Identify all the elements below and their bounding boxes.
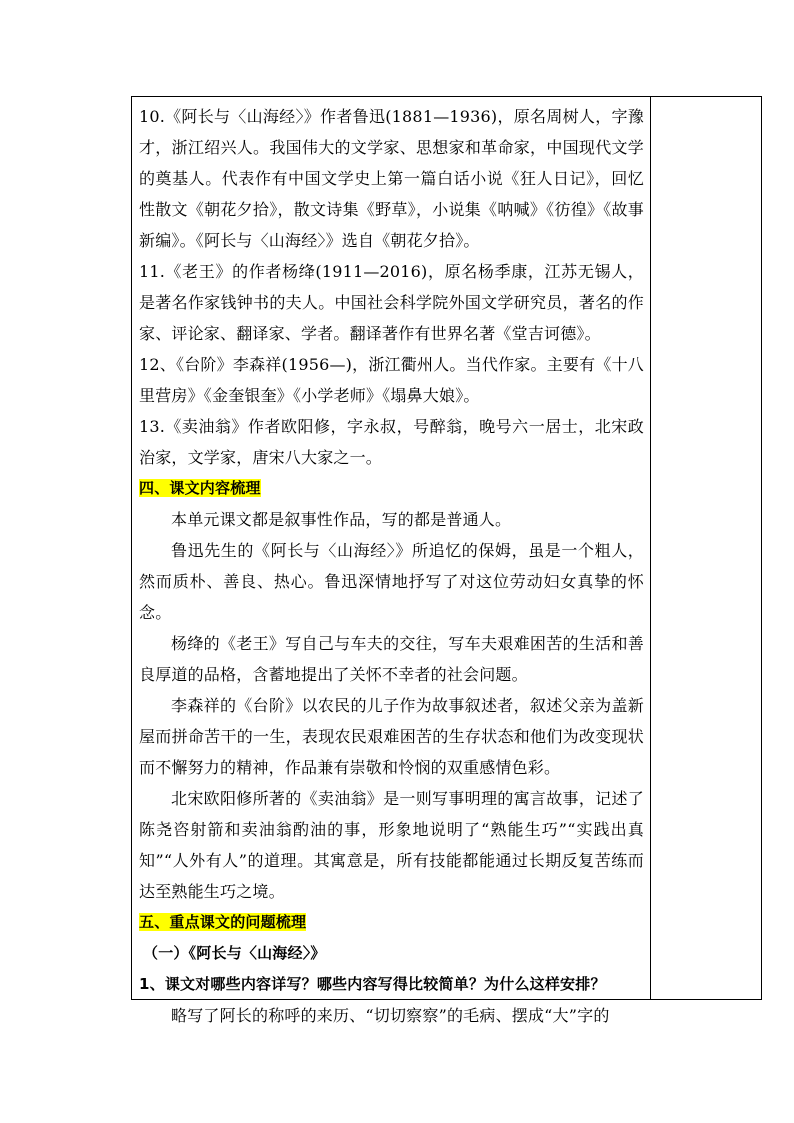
author-note-12: 12、《台阶》李森祥(1956—)，浙江衢州人。当代作家。主要有《十八里营房》《金奎银奎》《小学老师》《塌鼻大娘》。 xyxy=(139,355,644,405)
section-5-heading-text: 五、重点课文的问题梳理 xyxy=(139,913,307,931)
section-5-heading xyxy=(139,907,644,938)
author-note-13: 13.《卖油翁》作者欧阳修，字永叔，号醉翁，晚号六一居士，北宋政治家，文学家，唐宋八大家之一。 xyxy=(139,417,644,467)
column-divider xyxy=(650,97,651,999)
author-note-11: 11.《老王》的作者杨绛(1911—2016)，原名杨季康，江苏无锡人，是著名作家钱钟书的夫人。中国社会科学院外国文学研究员，著名的作家、评论家、翻译家、学者。翻译著作有世界名著《堂吉诃德》。 xyxy=(139,262,644,343)
summary-paragraph: 本单元课文都是叙事性作品，写的都是普通人。 xyxy=(171,510,512,529)
answer-text: 略写了阿长的称呼的来历、“切切察察”的毛病、摆成“大”字的 xyxy=(171,1006,610,1025)
subsection-heading: （一）《阿长与〈山海经〉》 xyxy=(143,944,326,962)
main-cell xyxy=(139,101,644,1031)
section-4-heading-text: 四、课文内容梳理 xyxy=(139,479,261,497)
summary-paragraph: 北宋欧阳修所著的《卖油翁》是一则写事明理的寓言故事，记述了陈尧咨射箭和卖油翁酌油的事，形象地说明了“熟能生巧”“实践出真知”“人外有人”的道理。其寓意是，所有技能都能通过长期反复苦练而达至熟能生巧之境。 xyxy=(139,789,644,901)
summary-paragraph: 李森祥的《台阶》以农民的儿子作为故事叙述者，叙述父亲为盖新屋而拼命苦干的一生，表现农民艰难困苦的生存状态和他们为改变现状而不懈努力的精神，作品兼有崇敬和怜悯的双重感情色彩。 xyxy=(139,696,644,777)
author-note-10: 10.《阿长与〈山海经〉》作者鲁迅(1881—1936)，原名周树人，字豫才，浙江绍兴人。我国伟大的文学家、思想家和革命家，中国现代文学的奠基人。代表作有中国文学史上第一篇白话小说《狂人日记》，回忆性散文《朝花夕拾》，散文诗集《野草》，小说集《呐喊》《彷徨》《故事新编》。《阿长与〈山海经〉》选自《朝花夕拾》。 xyxy=(139,107,644,250)
summary-paragraph: 鲁迅先生的《阿长与〈山海经〉》所追忆的保姆，虽是一个粗人，然而质朴、善良、热心。鲁迅深情地抒写了对这位劳动妇女真挚的怀念。 xyxy=(139,541,644,622)
table-frame xyxy=(131,96,762,1025)
summary-paragraph: 杨绛的《老王》写自己与车夫的交往，写车夫艰难困苦的生活和善良厚道的品格，含蓄地提出了关怀不幸者的社会问题。 xyxy=(139,634,644,684)
question-1: 1、课文对哪些内容详写？哪些内容写得比较简单？为什么这样安排？ xyxy=(139,975,606,993)
section-4-heading xyxy=(139,473,644,504)
